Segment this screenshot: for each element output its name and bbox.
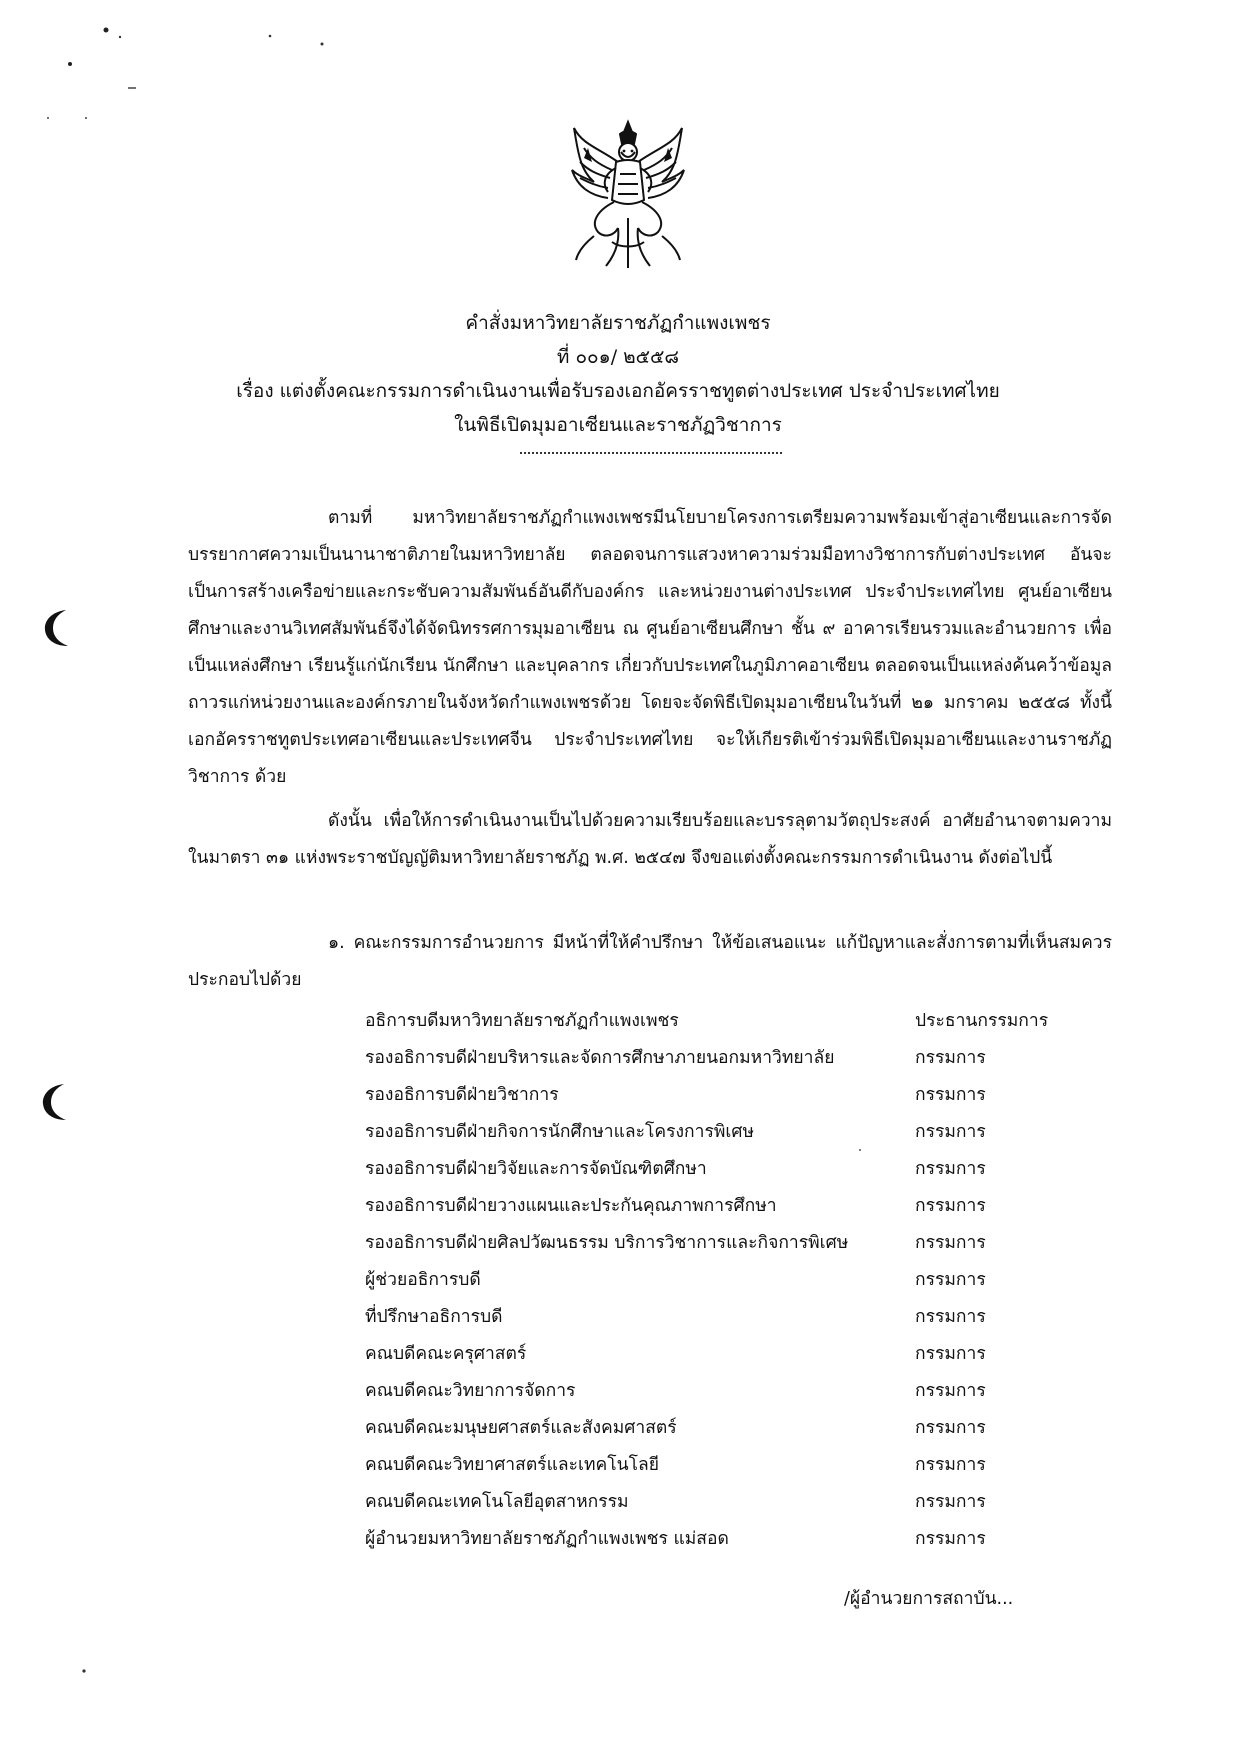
header-separator	[520, 452, 782, 454]
punch-hole-mark-icon	[40, 606, 72, 650]
member-row	[365, 1262, 1085, 1299]
member-row	[365, 1410, 1085, 1447]
committee-member-list	[365, 1003, 1085, 1558]
member-role: กรรมการ	[915, 1492, 986, 1512]
member-role: กรรมการ	[915, 1233, 986, 1253]
member-role: กรรมการ	[915, 1122, 986, 1142]
member-position: รองอธิการบดีฝ่ายบริหารและจัดการศึกษาภายนอกมหาวิทยาลัย	[365, 1048, 835, 1068]
continuation-note: /ผู้อำนวยการสถาบัน...	[844, 1589, 1014, 1609]
member-role: กรรมการ	[915, 1307, 986, 1327]
member-position: คณบดีคณะครุศาสตร์	[365, 1344, 527, 1364]
member-position: รองอธิการบดีฝ่ายศิลปวัฒนธรรม บริการวิชาการและกิจการพิเศษ	[365, 1233, 849, 1253]
member-row	[365, 1003, 1085, 1040]
garuda-emblem-icon	[568, 118, 688, 270]
member-role: กรรมการ	[915, 1085, 986, 1105]
member-role: กรรมการ	[915, 1381, 986, 1401]
member-row	[365, 1114, 1085, 1151]
member-position: รองอธิการบดีฝ่ายวางแผนและประกันคุณภาพการศึกษา	[365, 1196, 777, 1216]
member-row	[365, 1188, 1085, 1225]
document-title: คำสั่งมหาวิทยาลัยราชภัฏกำแพงเพชร	[465, 312, 771, 334]
body-paragraph-1: ตามที่ มหาวิทยาลัยราชภัฏกำแพงเพชรมีนโยบายโครงการเตรียมความพร้อมเข้าสู่อาเซียนและการจัดบรรยากาศความเป็นนานาชาติภายในมหาวิทยาลัย ตลอดจนการแสวงหาความร่วมมือทางวิชาการกับต่างประเทศ อันจะเป็นการสร้างเครือข่ายและกระชับความสัมพันธ์อันดีกับองค์กร และหน่วยงานต่างประเทศ ประจำประเทศไทย ศูนย์อาเซียนศึกษาและงานวิเทศสัมพันธ์จึงได้จัดนิทรรศการมุมอาเซียน ณ ศูนย์อาเซียนศึกษา ชั้น ๙ อาคารเรียนรวมและอำนวยการ เพื่อเป็นแหล่งศึกษา เรียนรู้แก่นักเรียน นักศึกษา และบุคลากร เกี่ยวกับประเทศในภูมิภาคอาเซียน ตลอดจนเป็นแหล่งค้นคว้าข้อมูลถาวรแก่หน่วยงานและองค์กรภายในจังหวัดกำแพงเพชรด้วย โดยจะจัดพิธีเปิดมุมอาเซียนในวันที่ ๒๑ มกราคม ๒๕๕๘ ทั้งนี้ เอกอัครราชทูตประเทศอาเซียนและประเทศจีน ประจำประเทศไทย จะให้เกียรติเข้าร่วมพิธีเปิดมุมอาเซียนและงานราชภัฏวิชาการ ด้วย	[188, 508, 1112, 787]
member-position: รองอธิการบดีฝ่ายวิจัยและการจัดบัณฑิตศึกษา	[365, 1159, 707, 1179]
member-role: กรรมการ	[915, 1159, 986, 1179]
member-role: กรรมการ	[915, 1455, 986, 1475]
document-number: ที่ ๐๐๑/ ๒๕๕๘	[556, 346, 680, 368]
punch-hole-mark-icon	[38, 1080, 70, 1124]
member-position: รองอธิการบดีฝ่ายกิจการนักศึกษาและโครงการพิเศษ	[365, 1122, 755, 1142]
member-row	[365, 1521, 1085, 1558]
member-row	[365, 1447, 1085, 1484]
member-position: ที่ปรึกษาอธิการบดี	[365, 1307, 503, 1327]
member-row	[365, 1299, 1085, 1336]
member-role: กรรมการ	[915, 1529, 986, 1549]
member-row	[365, 1373, 1085, 1410]
member-position: คณบดีคณะมนุษยศาสตร์และสังคมศาสตร์	[365, 1418, 677, 1438]
member-position: คณบดีคณะวิทยาการจัดการ	[365, 1381, 576, 1401]
member-role: กรรมการ	[915, 1270, 986, 1290]
member-position: ผู้ช่วยอธิการบดี	[365, 1270, 481, 1290]
member-row	[365, 1225, 1085, 1262]
member-row	[365, 1484, 1085, 1521]
member-role: กรรมการ	[915, 1344, 986, 1364]
member-row	[365, 1077, 1085, 1114]
member-position: รองอธิการบดีฝ่ายวิชาการ	[365, 1085, 559, 1105]
member-row	[365, 1151, 1085, 1188]
member-role: กรรมการ	[915, 1048, 986, 1068]
member-row	[365, 1040, 1085, 1077]
member-position: ผู้อำนวยมหาวิทยาลัยราชภัฏกำแพงเพชร แม่สอด	[365, 1529, 729, 1549]
member-position: คณบดีคณะเทคโนโลยีอุตสาหกรรม	[365, 1492, 629, 1512]
member-position: คณบดีคณะวิทยาศาสตร์และเทคโนโลยี	[365, 1455, 659, 1475]
document-subject: เรื่อง แต่งตั้งคณะกรรมการดำเนินงานเพื่อรับรองเอกอัครราชทูตต่างประเทศ ประจำประเทศไทย	[236, 380, 1000, 402]
member-row	[365, 1336, 1085, 1373]
body-paragraph-3: ๑. คณะกรรมการอำนวยการ มีหน้าที่ให้คำปรึกษา ให้ข้อเสนอแนะ แก้ปัญหาและสั่งการตามที่เห็นสมควร ประกอบไปด้วย	[188, 933, 1112, 990]
document-subject-line2: ในพิธีเปิดมุมอาเซียนและราชภัฏวิชาการ	[454, 414, 782, 436]
member-role: กรรมการ	[915, 1196, 986, 1216]
member-role: กรรมการ	[915, 1418, 986, 1438]
member-role: ประธานกรรมการ	[915, 1011, 1049, 1031]
body-paragraph-2: ดังนั้น เพื่อให้การดำเนินงานเป็นไปด้วยความเรียบร้อยและบรรลุตามวัตถุประสงค์ อาศัยอำนาจตามความในมาตรา ๓๑ แห่งพระราชบัญญัติมหาวิทยาลัยราชภัฏ พ.ศ. ๒๕๔๗ จึงขอแต่งตั้งคณะกรรมการดำเนินงาน ดังต่อไปนี้	[188, 811, 1112, 868]
member-position: อธิการบดีมหาวิทยาลัยราชภัฏกำแพงเพชร	[365, 1011, 679, 1031]
